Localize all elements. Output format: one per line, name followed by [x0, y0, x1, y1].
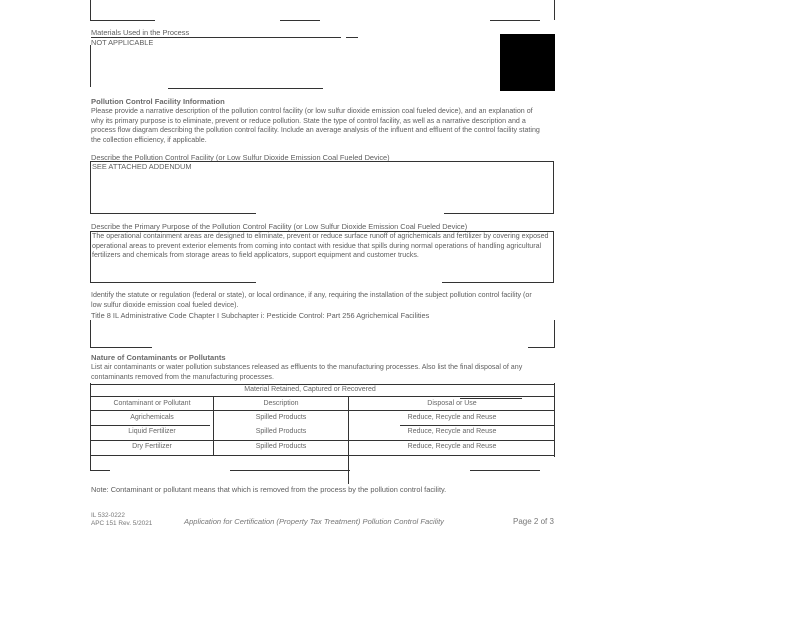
table-row[interactable]: Spilled Products — [255, 443, 307, 450]
contaminants-note: Note: Contaminant or pollutant means that which is removed from the process by the pollution control facility. — [91, 485, 447, 494]
header-underline — [460, 398, 522, 399]
redaction-block — [500, 34, 555, 91]
row-line — [90, 425, 210, 426]
col-header-disposal: Disposal or Use — [427, 400, 477, 407]
top-line — [490, 20, 540, 21]
table-row[interactable]: Liquid Fertilizer — [128, 428, 176, 435]
table-top — [90, 384, 555, 385]
materials-value[interactable]: NOT APPLICABLE — [91, 38, 154, 47]
form-id: IL 532-0222 — [91, 512, 125, 519]
row-line — [90, 440, 555, 441]
materials-field-bottom — [168, 88, 323, 89]
form-revision: APC 151 Rev. 5/2021 — [91, 520, 153, 527]
materials-label: Materials Used in the Process — [91, 28, 190, 37]
table-row[interactable]: Agrichemicals — [130, 414, 174, 421]
table-row[interactable]: Spilled Products — [255, 414, 307, 421]
table-row[interactable]: Dry Fertilizer — [132, 443, 172, 450]
col-header-contaminant: Contaminant or Pollutant — [113, 400, 191, 407]
group-header-line — [90, 396, 555, 397]
top-border-left — [90, 0, 91, 20]
col-header-description: Description — [263, 400, 299, 407]
table-row[interactable]: Reduce, Recycle and Reuse — [407, 414, 497, 421]
table-bottom — [90, 470, 110, 471]
pcf-instructions: Please provide a narrative description of the pollution control facility (or low sulfur dioxide emission coal fueled device), and an explanation of why its primary purpose is to eliminate, prevent or reduce pollution. State the type of control facility, as well as a narrative description and a process flow diagram describing the pollution control facility. Include an average analysis of the influent and effluent of the control facility stating the collection efficiency, if applicable. — [91, 107, 540, 144]
statute-field-bottom — [528, 347, 554, 348]
top-line — [90, 20, 155, 21]
contaminants-instructions: List air contaminants or water pollution substances released as effluents to the manufacturing processes. Also list the final disposal of any contaminants removed from the manufacturing processes. — [91, 363, 523, 381]
header-underline — [90, 410, 555, 411]
form-title: Application for Certification (Property Tax Treatment) Pollution Control Facility — [184, 517, 444, 526]
row-line — [90, 455, 555, 456]
table-bottom — [230, 470, 350, 471]
table-border-right — [554, 383, 555, 457]
page-number: Page 2 of 3 — [513, 517, 554, 526]
table-row[interactable]: Spilled Products — [255, 428, 307, 435]
table-group-header: Material Retained, Captured or Recovered — [244, 386, 376, 393]
describe-facility-value: SEE ATTACHED ADDENDUM — [92, 162, 192, 171]
statute-field-border — [554, 320, 555, 348]
table-row[interactable]: Reduce, Recycle and Reuse — [407, 443, 497, 450]
field-gap — [256, 211, 444, 216]
row-line — [400, 425, 555, 426]
statute-label: Identify the statute or regulation (federal or state), or local ordinance, if any, requiring the installation of the subject pollution control facility (or low sulfur dioxide emission coal fueled device). — [91, 291, 532, 309]
col-divider — [213, 396, 214, 456]
top-border-right — [554, 0, 555, 20]
pcf-heading: Pollution Control Facility Information — [91, 97, 225, 106]
statute-field-border — [90, 320, 91, 348]
statute-field-bottom — [90, 347, 152, 348]
purpose-value: The operational containment areas are designed to eliminate, prevent or reduce surface runoff of agrichemicals and fertilizer by covering exposed operational areas to prevent exterior elements from coming into contact with residue that spills during normal operations of handling agricultural fertilizers and chemicals from storage areas to field applicators, support equipment and customer trucks. — [92, 232, 549, 260]
materials-field-border — [90, 45, 91, 87]
top-line — [280, 20, 320, 21]
field-gap — [256, 280, 442, 285]
describe-facility-label: Describe the Pollution Control Facility (or Low Sulfur Dioxide Emission Coal Fueled Device) — [91, 153, 390, 162]
statute-value[interactable]: Title 8 IL Administrative Code Chapter I Subchapter i: Pesticide Control: Part 256 Agrichemical Facilities — [91, 311, 430, 320]
materials-label-underline — [346, 37, 358, 38]
purpose-label: Describe the Primary Purpose of the Pollution Control Facility (or Low Sulfur Dioxide Emission Coal Fueled Device) — [91, 222, 468, 231]
contaminants-heading: Nature of Contaminants or Pollutants — [91, 353, 226, 362]
table-row[interactable]: Reduce, Recycle and Reuse — [407, 428, 497, 435]
table-bottom — [470, 470, 540, 471]
